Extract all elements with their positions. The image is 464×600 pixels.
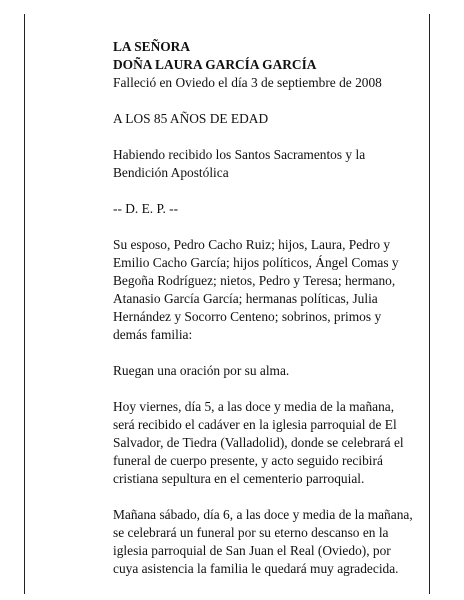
notice-title-name: DOÑA LAURA GARCÍA GARCÍA	[113, 57, 317, 72]
left-border-rule	[24, 14, 25, 594]
obituary-notice	[113, 38, 431, 596]
sacraments-paragraph: Habiendo recibido los Santos Sacramentos y la Bendición Apostólica	[113, 147, 366, 180]
saturday-service-paragraph: Mañana sábado, día 6, a las doce y media de la mañana, se celebrará un funeral por su eterno descanso en la iglesia parroquial de San Juan el Real (Oviedo), por cuya asistencia la familia le quedará muy agradecida.	[113, 507, 413, 576]
friday-service-paragraph: Hoy viernes, día 5, a las doce y media de la mañana, será recibido el cadáver en la iglesia parroquial de El Salvador, de Tiedra (Valladolid), donde se celebrará el funeral de cuerpo presente, y acto seguido recibirá cristiana sepultura en el cementerio parroquial.	[113, 399, 404, 486]
age-line: A LOS 85 AÑOS DE EDAD	[113, 111, 269, 126]
dep-line: -- D. E. P. --	[113, 201, 179, 216]
notice-title-line1: LA SEÑORA	[113, 39, 191, 54]
family-paragraph: Su esposo, Pedro Cacho Ruiz; hijos, Laura, Pedro y Emilio Cacho García; hijos políticos, Ángel Comas y Begoña Rodríguez; nietos, Pedro y Teresa; hermano, Atanasio García García; hermanas políticas, Julia Hernández y Socorro Centeno; sobrinos, primos y demás familia:	[113, 237, 399, 342]
prayer-line: Ruegan una oración por su alma.	[113, 363, 290, 378]
death-details: Falleció en Oviedo el día 3 de septiembre de 2008	[113, 75, 382, 90]
